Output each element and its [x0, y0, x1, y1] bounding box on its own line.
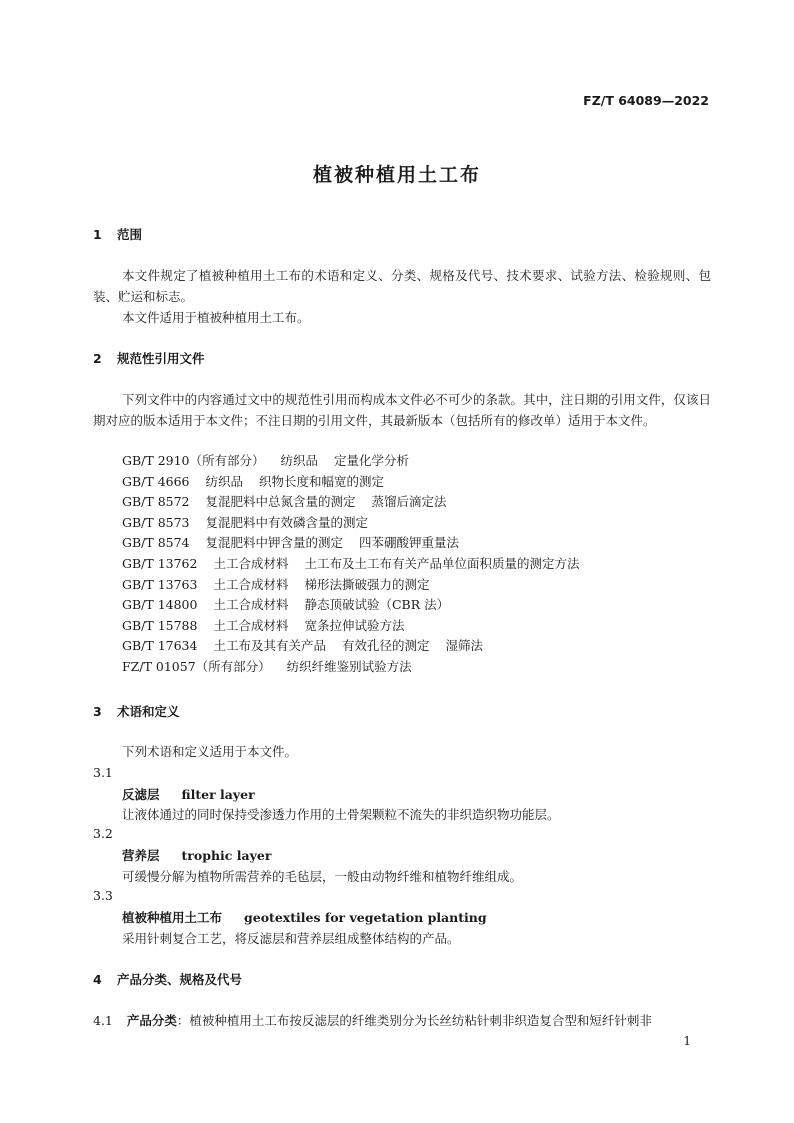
- term-number: 3.2: [93, 826, 113, 841]
- clause-4-1: [93, 1011, 652, 1029]
- reference-item: GB/T 13763 土工合成材料 梯形法撕破强力的测定: [122, 576, 430, 592]
- reference-item: GB/T 17634 土工布及其有关产品 有效孔径的测定 湿筛法: [122, 638, 484, 654]
- section-number: 3: [93, 704, 102, 719]
- term-definition: 让液体通过的同时保持受渗透力作用的土骨架颗粒不流失的非织造织物功能层。: [122, 807, 560, 822]
- reference-item: FZ/T 01057（所有部分） 纺织纤维鉴别试验方法: [122, 658, 412, 674]
- clause-lead: 产品分类: [126, 1013, 177, 1028]
- term-number: 3.3: [93, 888, 113, 903]
- term-heading: 营养层 trophic layer: [122, 848, 272, 863]
- reference-item: GB/T 8574 复混肥料中钾含量的测定 四苯硼酸钾重量法: [122, 535, 460, 551]
- term-heading: 反滤层 filter layer: [122, 787, 255, 802]
- section-title: 范围: [117, 227, 143, 242]
- section-3-heading: [93, 702, 180, 720]
- reference-item: GB/T 8572 复混肥料中总氮含量的测定 蒸馏后滴定法: [122, 494, 447, 510]
- reference-item: GB/T 14800 土工合成材料 静态顶破试验（CBR 法）: [122, 597, 450, 613]
- section-number: 4: [93, 972, 102, 987]
- section-number: 1: [93, 227, 102, 242]
- term-definition: 采用针刺复合工艺，将反滤层和营养层组成整体结构的产品。: [122, 931, 460, 946]
- term-heading: 植被种植用土工布 geotextiles for vegetation planting: [122, 910, 487, 925]
- clause-text: ：植被种植用土工布按反滤层的纤维类别分为长丝纺粘针刺非织造复合型和短纤针刺非: [176, 1013, 652, 1028]
- reference-item: GB/T 15788 土工合成材料 宽条拉伸试验方法: [122, 617, 405, 633]
- section-4-heading: [93, 970, 242, 988]
- scope-paragraph-2: 本文件适用于植被种植用土工布。: [122, 310, 310, 325]
- section-1-heading: [93, 225, 142, 243]
- clause-number: 4.1: [93, 1013, 113, 1028]
- term-number: 3.1: [93, 765, 113, 780]
- document-title: 植被种植用土工布: [312, 164, 481, 186]
- references-intro: 下列文件中的内容通过文中的规范性引用而构成本文件必不可少的条款。其中，注日期的引用文件，仅该日期对应的版本适用于本文件；不注日期的引用文件，其最新版本（包括所有的修改单）适用于本文件。: [93, 392, 711, 428]
- scope-paragraph-1: 本文件规定了植被种植用土工布的术语和定义、分类、规格及代号、技术要求、试验方法、检验规则、包装、贮运和标志。: [93, 268, 711, 304]
- term-definition: 可缓慢分解为植物所需营养的毛毡层，一般由动物纤维和植物纤维组成。: [122, 869, 523, 884]
- reference-item: GB/T 4666 纺织品 织物长度和幅宽的测定: [122, 473, 385, 489]
- reference-item: GB/T 8573 复混肥料中有效磷含量的测定: [122, 514, 369, 530]
- section-title: 产品分类、规格及代号: [117, 972, 243, 987]
- reference-item: GB/T 2910（所有部分） 纺织品 定量化学分析: [122, 453, 410, 468]
- section-2-heading: [93, 349, 205, 367]
- reference-list: [122, 451, 580, 678]
- section-title: 规范性引用文件: [117, 351, 205, 366]
- reference-item: GB/T 13762 土工合成材料 土工布及土工布有关产品单位面积质量的测定方法: [122, 555, 580, 571]
- terms-intro: 下列术语和定义适用于本文件。: [122, 744, 298, 759]
- standard-number: FZ/T 64089—2022: [583, 93, 709, 108]
- section-number: 2: [93, 351, 102, 366]
- page-number: 1: [683, 1034, 691, 1048]
- section-title: 术语和定义: [117, 704, 180, 719]
